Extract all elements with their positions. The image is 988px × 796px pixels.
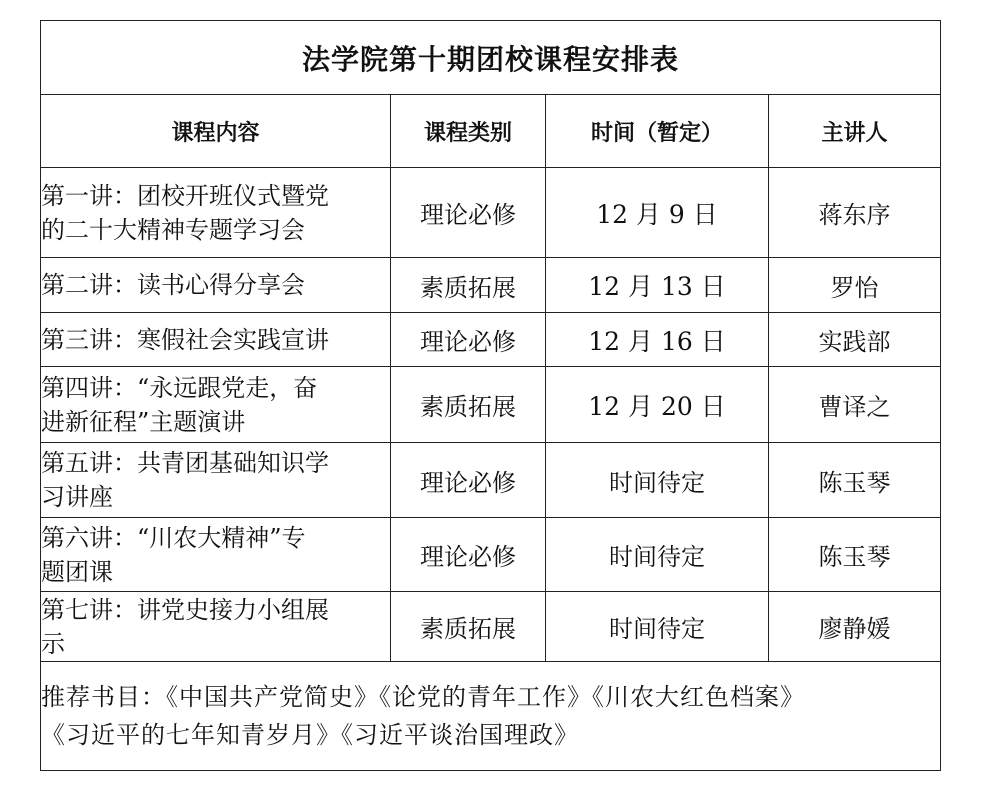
recommended-books-row: [41, 662, 941, 771]
course-category: 理论必修: [391, 168, 546, 258]
course-speaker: 曹译之: [769, 367, 941, 443]
course-content-line2: 的二十大精神专题学习会: [41, 215, 305, 244]
course-content-line2: 习讲座: [41, 483, 113, 511]
course-speaker: 陈玉琴: [769, 443, 941, 518]
table-row: [41, 258, 941, 313]
course-content: [41, 258, 391, 313]
recommended-books: [41, 662, 941, 771]
table-row: [41, 592, 941, 662]
course-time: 12 月 16 日: [546, 313, 769, 367]
course-content-line1: 第七讲：讲党史接力小组展: [41, 595, 329, 624]
header-speaker: 主讲人: [769, 95, 941, 168]
table-row: [41, 367, 941, 443]
course-content: [41, 313, 391, 367]
course-time: 12 月 9 日: [546, 168, 769, 258]
course-content: [41, 518, 391, 592]
course-time: 12 月 13 日: [546, 258, 769, 313]
course-content-line1: 第二讲：读书心得分享会: [41, 271, 305, 299]
course-speaker: 蒋东序: [769, 168, 941, 258]
course-category: 理论必修: [391, 443, 546, 518]
course-category: 素质拓展: [391, 258, 546, 313]
header-row: [41, 95, 941, 168]
course-category: 理论必修: [391, 518, 546, 592]
recommended-books-line2: 《习近平的七年知青岁月》《习近平谈治国理政》: [41, 721, 579, 749]
header-time: 时间（暂定）: [546, 95, 769, 168]
course-category: 理论必修: [391, 313, 546, 367]
course-content-line2: 进新征程”主题演讲: [41, 407, 246, 436]
table-title: 法学院第十期团校课程安排表: [41, 21, 941, 95]
course-time: 12 月 20 日: [546, 367, 769, 443]
recommended-books-line1: 推荐书目：《中国共产党简史》《论党的青年工作》《川农大红色档案》: [41, 683, 805, 711]
course-content-line1: 第三讲：寒假社会实践宣讲: [41, 325, 329, 354]
header-category: 课程类别: [391, 95, 546, 168]
course-time: 时间待定: [546, 592, 769, 662]
course-time: 时间待定: [546, 518, 769, 592]
course-category: 素质拓展: [391, 367, 546, 443]
course-content-line1: 第六讲：“川农大精神”专: [41, 523, 306, 552]
course-category: 素质拓展: [391, 592, 546, 662]
course-content-line2: 示: [41, 629, 65, 658]
title-row: [41, 21, 941, 95]
table-row: [41, 518, 941, 592]
course-speaker: 廖静媛: [769, 592, 941, 662]
course-content: [41, 443, 391, 518]
course-content: [41, 592, 391, 662]
course-content-line1: 第四讲：“永远跟党走，奋: [41, 373, 318, 402]
course-time: 时间待定: [546, 443, 769, 518]
course-schedule-table: [40, 20, 941, 771]
course-content-line1: 第五讲：共青团基础知识学: [41, 449, 329, 477]
course-content-line2: 题团课: [41, 557, 113, 586]
table-row: [41, 313, 941, 367]
table-row: [41, 168, 941, 258]
table-row: [41, 443, 941, 518]
course-content: [41, 168, 391, 258]
course-speaker: 罗怡: [769, 258, 941, 313]
course-speaker: 陈玉琴: [769, 518, 941, 592]
header-content: 课程内容: [41, 95, 391, 168]
course-speaker: 实践部: [769, 313, 941, 367]
course-content-line1: 第一讲：团校开班仪式暨党: [41, 181, 329, 210]
course-content: [41, 367, 391, 443]
